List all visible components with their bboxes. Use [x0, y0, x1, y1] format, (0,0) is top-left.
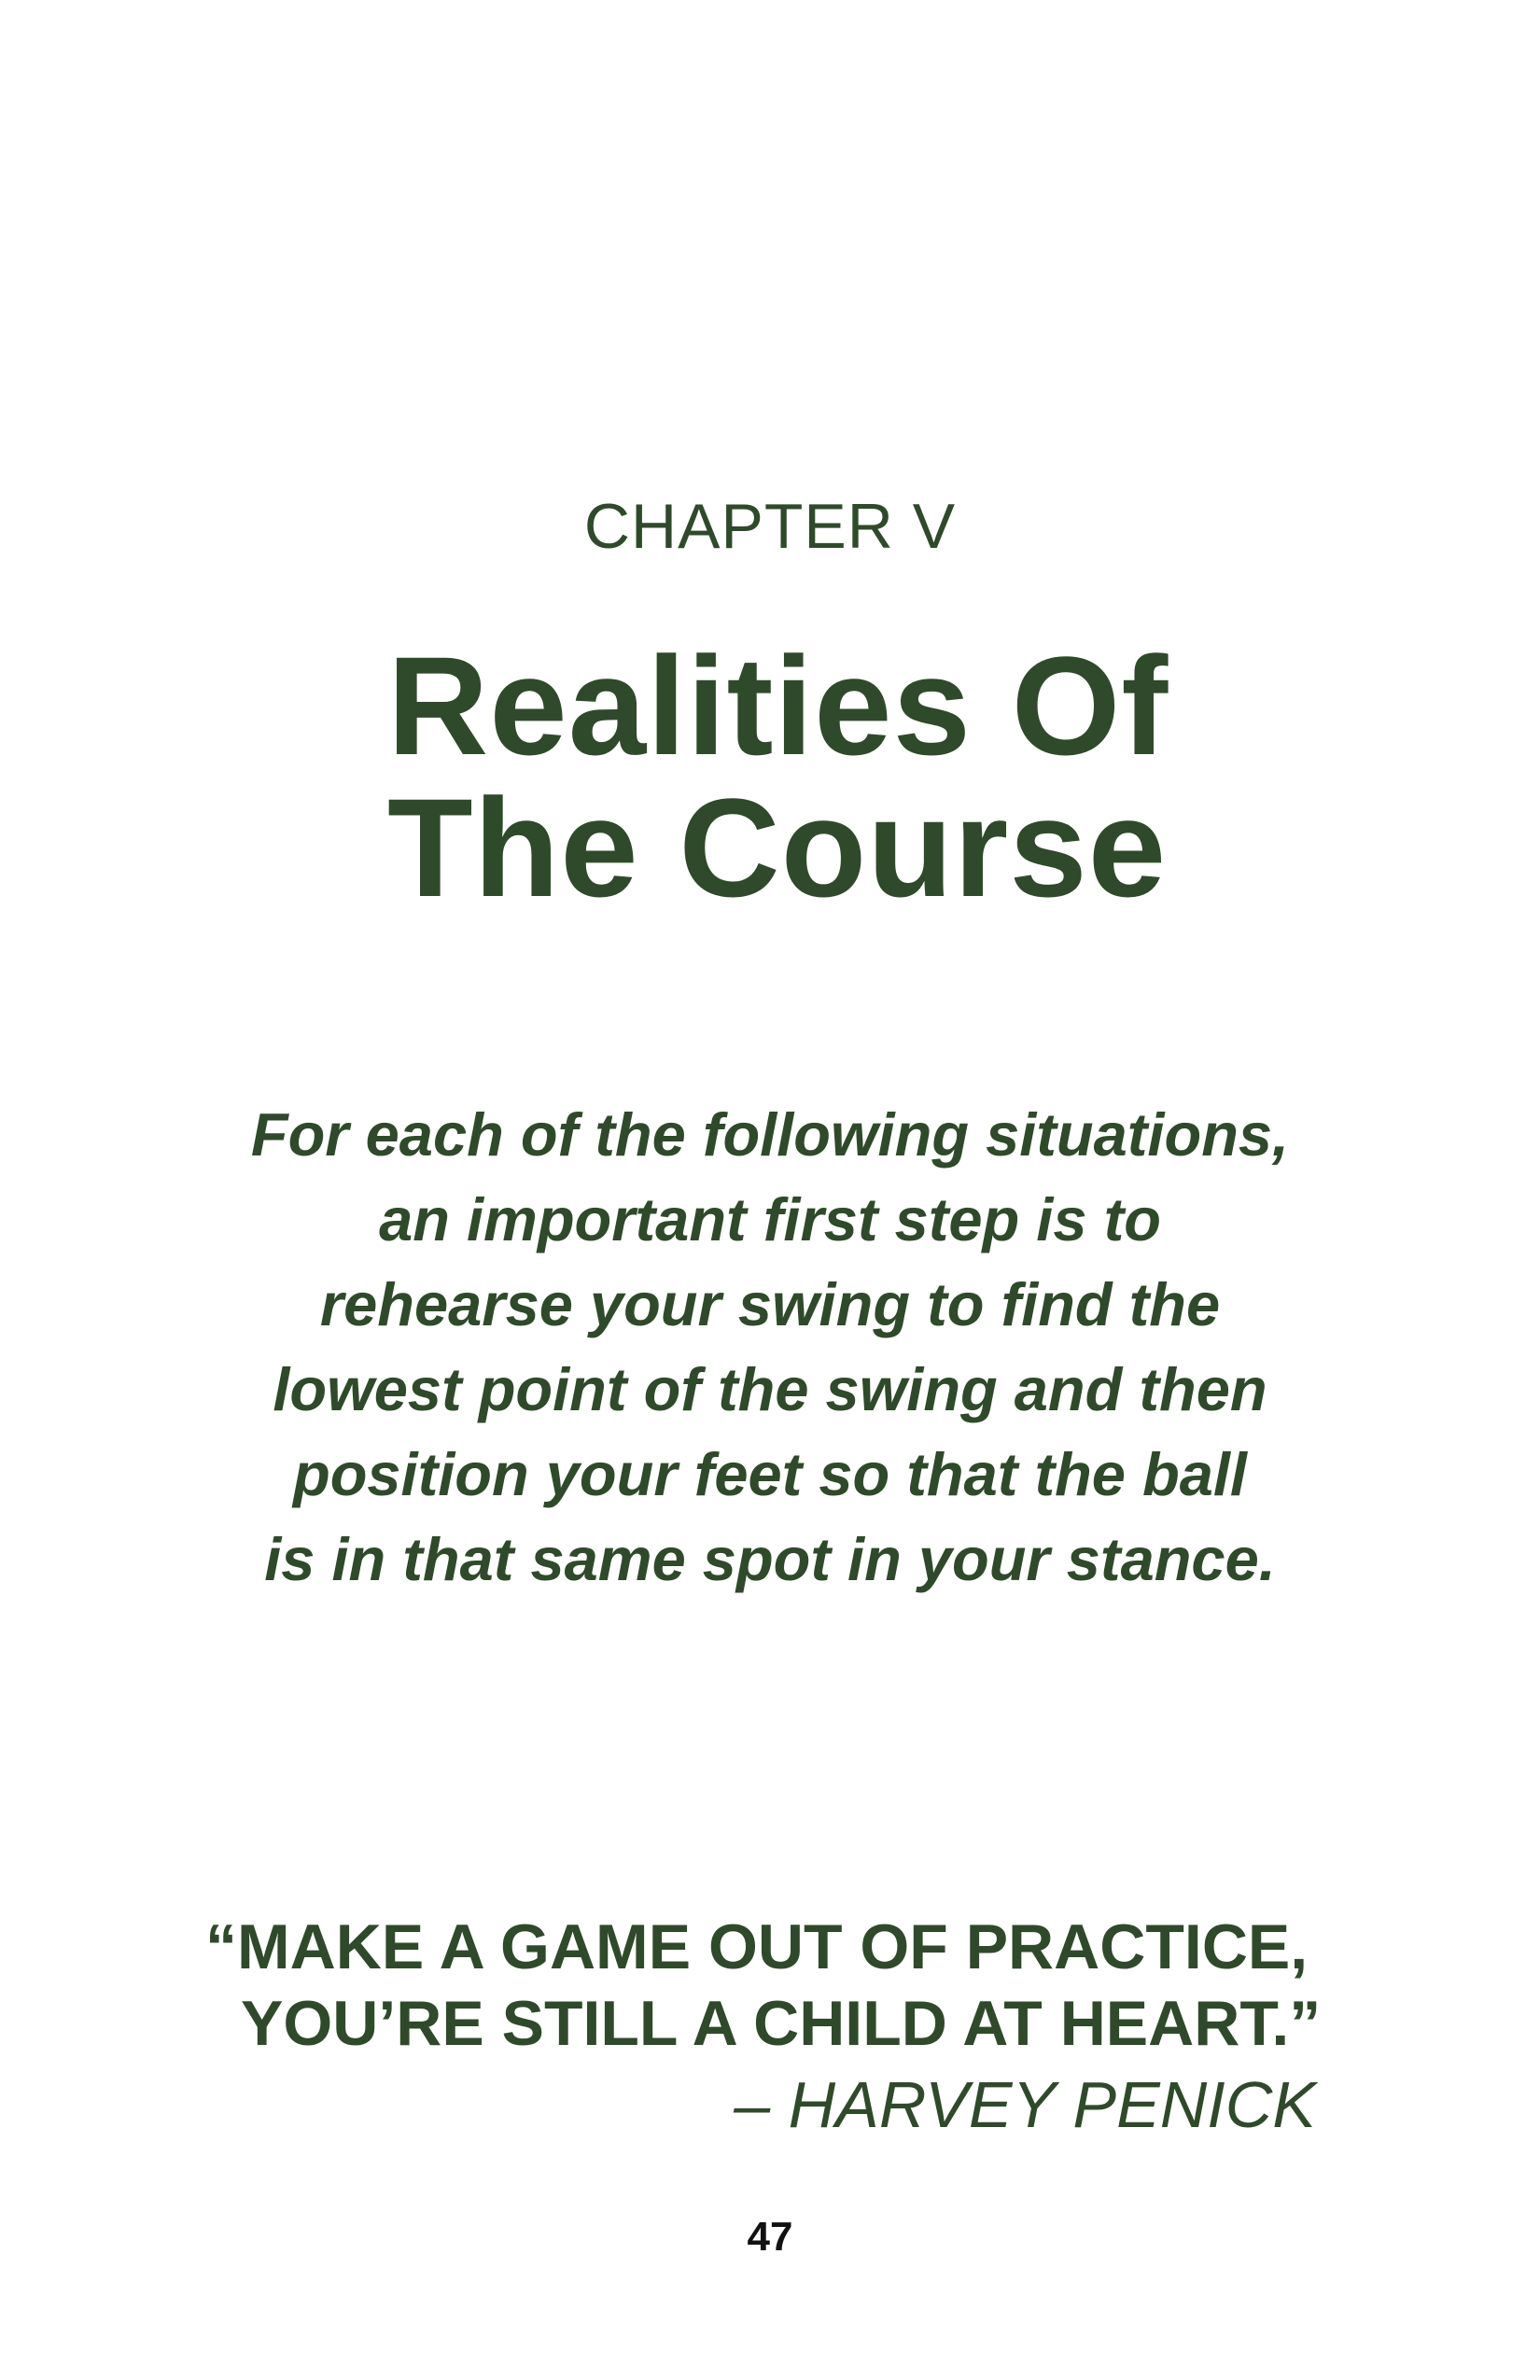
- chapter-label: CHAPTER V: [583, 491, 957, 562]
- quote-line-2: YOU’RE STILL A CHILD AT HEART.”: [241, 1988, 1322, 2059]
- intro-line: rehearse your swing to find the: [319, 1270, 1221, 1338]
- chapter-title: [387, 627, 1321, 926]
- chapter-title-line-1: Realities Of: [387, 627, 1169, 784]
- intro-line: For each of the following situations,: [250, 1100, 1290, 1169]
- quote-attribution: – HARVEY PENICK: [734, 2068, 1316, 2141]
- intro-line: an important first step is to: [379, 1185, 1161, 1253]
- intro-paragraph: [0, 1092, 1540, 1602]
- intro-line: position your feet so that the ball: [292, 1440, 1247, 1508]
- quote-line-1: “MAKE A GAME OUT OF PRACTICE,: [205, 1911, 1309, 1982]
- intro-line: lowest point of the swing and then: [273, 1355, 1267, 1423]
- chapter-title-line-2: The Course: [387, 769, 1168, 926]
- intro-line: is in that same spot in your stance.: [264, 1525, 1276, 1593]
- page-number: 47: [747, 2214, 793, 2260]
- pull-quote: [205, 1909, 1325, 2062]
